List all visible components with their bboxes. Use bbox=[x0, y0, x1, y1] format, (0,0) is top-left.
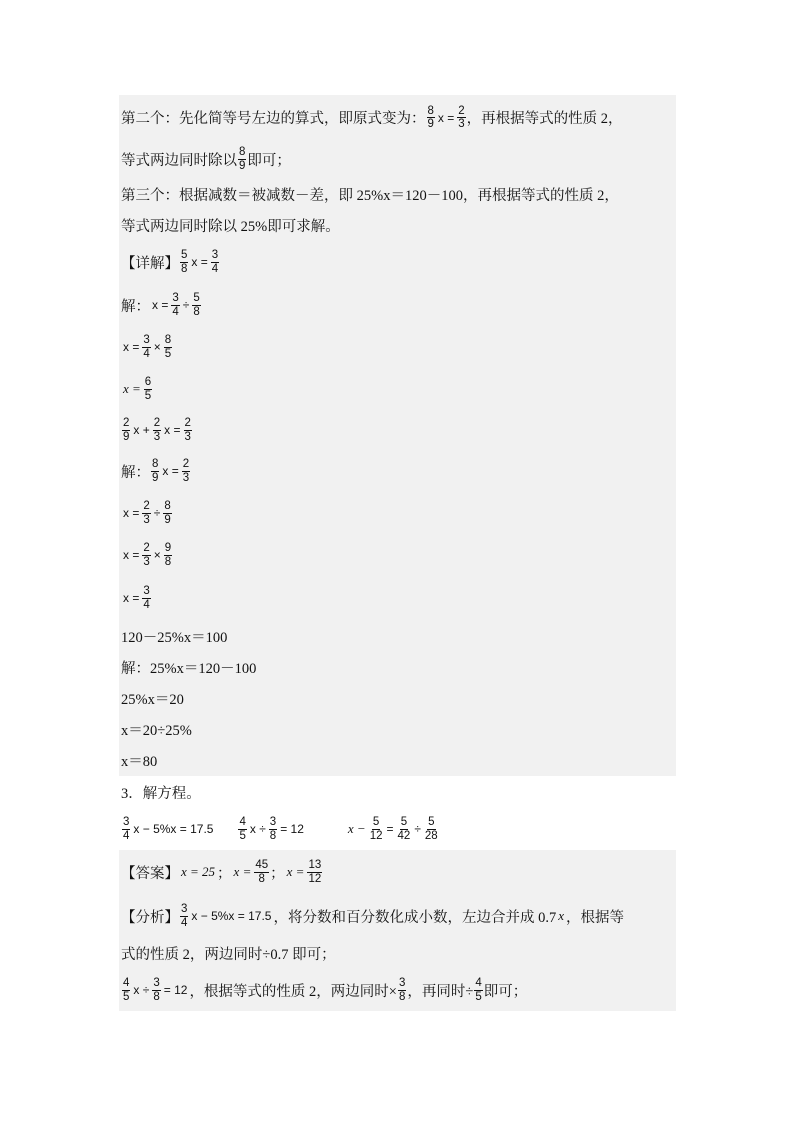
math-text: x = bbox=[286, 864, 305, 879]
fraction: $\frac{3}{8}$ bbox=[153, 977, 160, 1003]
fraction: $\frac{8}{5}$ bbox=[164, 334, 172, 360]
fraction: $\frac{5}{8}$ bbox=[193, 292, 200, 318]
fraction: $\frac{8}{9}$ bbox=[164, 500, 171, 526]
math-text: x = bbox=[233, 864, 252, 879]
fraction: $\frac{2}{3}$ bbox=[143, 500, 150, 526]
detail-label: 【详解】 bbox=[121, 255, 179, 272]
operator: × bbox=[153, 340, 161, 354]
solution-step bbox=[119, 368, 676, 410]
text: 式的性质 2，两边同时÷0.7 即可； bbox=[121, 947, 336, 963]
math-text: x = bbox=[123, 591, 140, 605]
operator: = bbox=[386, 822, 394, 836]
fraction: $\frac{13}{12}$ bbox=[308, 859, 322, 885]
analysis-label: 【分析】 bbox=[121, 909, 179, 926]
math-text: x = bbox=[123, 340, 140, 354]
solution-step bbox=[119, 683, 676, 714]
fraction: $\frac{3}{4}$ bbox=[143, 585, 150, 611]
text: ，再同时÷ bbox=[407, 983, 474, 1000]
analysis-line-third-cont bbox=[119, 210, 676, 240]
text: 等式两边同时除以 bbox=[121, 152, 237, 169]
math-text: x + bbox=[133, 423, 150, 437]
solution-step bbox=[119, 492, 676, 534]
operator: ÷ bbox=[182, 298, 190, 312]
math-text: x = bbox=[123, 506, 140, 520]
math-text: x − bbox=[347, 821, 366, 836]
question-equations bbox=[119, 808, 676, 850]
analysis-line-cont bbox=[119, 938, 676, 969]
fraction: $\frac{5}{8}$ bbox=[181, 249, 188, 275]
math-text: x = bbox=[164, 423, 181, 437]
math-text: x = bbox=[191, 255, 208, 269]
operator: ÷ bbox=[414, 822, 421, 836]
math-text: x ÷ bbox=[249, 822, 266, 836]
fraction: $\frac{3}{4}$ bbox=[211, 249, 219, 275]
text: ，将分数和百分数化成小数，左边合并成 0.7 bbox=[273, 909, 557, 926]
fraction: $\frac{4}{5}$ bbox=[475, 977, 482, 1003]
fraction: $\frac{3}{8}$ bbox=[269, 816, 277, 842]
analysis-line-third bbox=[119, 178, 676, 210]
separator: ； bbox=[217, 865, 232, 882]
equation-text: x − 5%x = 17.5 bbox=[133, 822, 214, 836]
fraction: $\frac{2}{9}$ bbox=[123, 417, 130, 443]
analysis-line-second bbox=[119, 95, 676, 140]
operator: ÷ bbox=[153, 506, 161, 520]
text: ，根据等式的性质 2，两边同时× bbox=[189, 983, 397, 1000]
fraction: $\frac{5}{12}$ bbox=[369, 816, 383, 842]
fraction: $\frac{8}{9}$ bbox=[427, 104, 434, 130]
text: 解： bbox=[121, 298, 150, 315]
fraction: $\frac{6}{5}$ bbox=[144, 376, 152, 402]
solution-step bbox=[119, 745, 676, 776]
solution-step bbox=[119, 652, 676, 683]
solution-step bbox=[119, 534, 676, 576]
math-text: x = bbox=[123, 381, 141, 396]
equation3 bbox=[119, 620, 676, 652]
fraction: $\frac{2}{3}$ bbox=[184, 417, 191, 443]
fraction: $\frac{2}{3}$ bbox=[458, 104, 465, 130]
math-text: x = bbox=[123, 548, 140, 562]
solution-step bbox=[119, 576, 676, 620]
analysis-line-second-cont bbox=[119, 140, 676, 178]
analysis-line-eq2 bbox=[119, 969, 676, 1011]
text: 第三个：根据减数＝被减数－差，即 25%x＝120－100，再根据等式的性质 2， bbox=[121, 187, 619, 204]
text: ，再根据等式的性质 2， bbox=[466, 111, 623, 127]
fraction: $\frac{8}{9}$ bbox=[152, 458, 159, 484]
equation-text: = 12 bbox=[280, 822, 304, 836]
document-page bbox=[119, 95, 676, 1011]
question-heading bbox=[119, 776, 676, 808]
fraction: $\frac{5}{42}$ bbox=[397, 816, 411, 842]
solution-step bbox=[119, 326, 676, 368]
text: 25%x＝20 bbox=[121, 692, 184, 708]
text: 120－25%x＝100 bbox=[121, 629, 228, 646]
equation-text: = 12 bbox=[163, 983, 188, 997]
fraction: $\frac{8}{9}$ bbox=[239, 146, 246, 172]
detail-line-equation1 bbox=[119, 240, 676, 284]
text: x＝80 bbox=[121, 754, 158, 770]
fraction: $\frac{3}{4}$ bbox=[172, 292, 179, 318]
math-text: x bbox=[558, 908, 564, 923]
fraction: $\frac{9}{8}$ bbox=[164, 542, 172, 568]
answer-label: 【答案】 bbox=[121, 865, 179, 882]
fraction: $\frac{4}{5}$ bbox=[239, 816, 246, 842]
text: 3．解方程。 bbox=[121, 785, 201, 802]
math-text: x = 25 bbox=[181, 864, 216, 879]
operator: × bbox=[153, 548, 161, 562]
fraction: $\frac{5}{28}$ bbox=[424, 816, 438, 842]
text: 即可； bbox=[483, 983, 528, 1000]
solution-step bbox=[119, 284, 676, 326]
text: 解： bbox=[121, 464, 150, 481]
solution-step bbox=[119, 450, 676, 492]
text: ，根据等 bbox=[566, 909, 624, 926]
fraction: $\frac{3}{8}$ bbox=[399, 977, 406, 1003]
fraction: $\frac{4}{5}$ bbox=[123, 977, 130, 1003]
analysis-line bbox=[119, 894, 676, 938]
equation-text: x − 5%x = 17.5 bbox=[191, 909, 272, 923]
math-text: x ÷ bbox=[133, 983, 150, 997]
text: 即可； bbox=[247, 152, 291, 169]
separator: ； bbox=[270, 865, 285, 882]
fraction: $\frac{45}{8}$ bbox=[255, 859, 269, 885]
fraction: $\frac{3}{4}$ bbox=[143, 334, 150, 360]
solution-step bbox=[119, 714, 676, 745]
math-text: x = bbox=[152, 298, 169, 312]
fraction: $\frac{3}{4}$ bbox=[181, 903, 188, 929]
fraction: $\frac{2}{3}$ bbox=[153, 417, 161, 443]
math-text: x = bbox=[437, 110, 455, 125]
equation2 bbox=[119, 410, 676, 450]
answer-line bbox=[119, 850, 676, 894]
fraction: $\frac{2}{3}$ bbox=[143, 542, 150, 568]
math-text: x = bbox=[162, 464, 179, 478]
text: 等式两边同时除以 25%即可求解。 bbox=[121, 218, 340, 235]
fraction: $\frac{2}{3}$ bbox=[182, 458, 190, 484]
text: x＝20÷25% bbox=[121, 723, 192, 739]
text: 第二个：先化简等号左边的算式，即原式变为： bbox=[121, 111, 426, 127]
fraction: $\frac{3}{4}$ bbox=[123, 816, 130, 842]
text: 解：25%x＝120－100 bbox=[121, 661, 257, 677]
